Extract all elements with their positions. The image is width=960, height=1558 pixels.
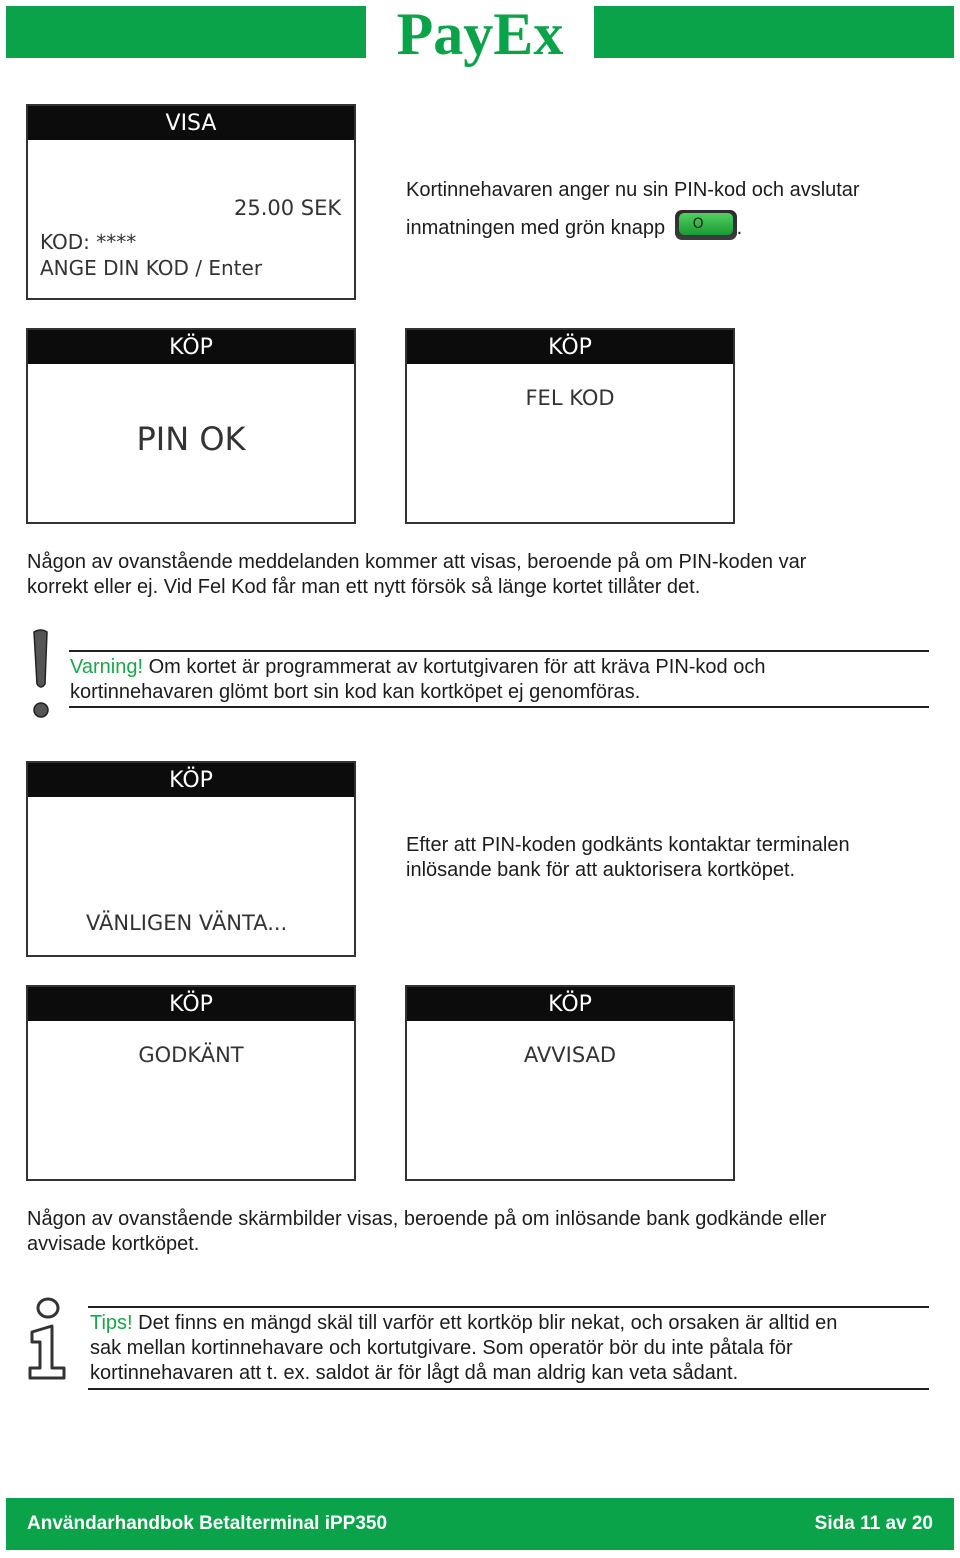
screen-message: FEL KOD bbox=[525, 386, 615, 410]
header-bar-left bbox=[6, 6, 366, 58]
screen-title: KÖP bbox=[407, 987, 733, 1021]
auth-paragraph bbox=[406, 833, 946, 883]
terminal-screen-waiting bbox=[26, 761, 356, 957]
tips-text bbox=[90, 1311, 935, 1386]
warning-line-1-text: Om kortet är programmerat av kortutgivaren för att kräva PIN-kod och bbox=[143, 656, 766, 678]
tips-line-3: kortinnehavaren att t. ex. saldot är för lågt då man aldrig kan veta sådant. bbox=[90, 1362, 739, 1384]
pin-result-line-2: korrekt eller ej. Vid Fel Kod får man ett nytt försök så länge kortet tillåter det. bbox=[27, 576, 701, 598]
screen-prompt: ANGE DIN KOD / Enter bbox=[40, 256, 263, 280]
auth-line-1: Efter att PIN-koden godkänts kontaktar terminalen bbox=[406, 834, 850, 856]
tips-line-2: sak mellan kortinnehavare och kortutgivare. Som operatör bör du inte påtala för bbox=[90, 1337, 793, 1359]
screen-message: VÄNLIGEN VÄNTA... bbox=[86, 911, 288, 935]
logo-text: PayEx bbox=[396, 1, 564, 67]
pin-instruction-end: . bbox=[736, 217, 743, 239]
pin-result-line-1: Någon av ovanstående meddelanden kommer att visas, beroende på om PIN-koden var bbox=[27, 551, 807, 573]
screen-message: GODKÄNT bbox=[138, 1043, 244, 1067]
screen-amount: 25.00 SEK bbox=[234, 196, 342, 220]
warning-label: Varning! bbox=[70, 656, 144, 678]
screen-kod-line: KOD: **** bbox=[40, 230, 137, 254]
pin-instruction-line-2-text: inmatningen med grön knapp bbox=[406, 217, 666, 239]
screen-title: VISA bbox=[28, 106, 354, 140]
tips-bottom-rule bbox=[88, 1388, 929, 1390]
screen-title: KÖP bbox=[28, 763, 354, 797]
tips-label: Tips! bbox=[90, 1312, 133, 1334]
bank-result-paragraph bbox=[27, 1207, 947, 1257]
footer-page-number: Sida 11 av 20 bbox=[814, 1513, 933, 1534]
auth-line-2: inlösande bank för att auktorisera kortköpet. bbox=[406, 859, 796, 881]
warning-line-1 bbox=[70, 655, 930, 680]
pin-instruction bbox=[406, 171, 946, 247]
warning-top-rule bbox=[69, 650, 929, 652]
tips-line-1 bbox=[90, 1311, 935, 1336]
footer-bar bbox=[6, 1498, 954, 1550]
green-key-label: O bbox=[679, 213, 733, 235]
warning-line-2: kortinnehavaren glömt bort sin kod kan kortköpet ej genomföras. bbox=[70, 681, 641, 703]
header-bar-right bbox=[594, 6, 954, 58]
warning-bottom-rule bbox=[69, 706, 929, 708]
pin-result-paragraph bbox=[27, 550, 947, 600]
bank-result-line-2: avvisade kortköpet. bbox=[27, 1233, 200, 1255]
screen-title: KÖP bbox=[407, 330, 733, 364]
terminal-screen-approved bbox=[26, 985, 356, 1181]
tips-line-1-text: Det finns en mängd skäl till varför ett kortköp blir nekat, och orsaken är alltid en bbox=[132, 1312, 838, 1334]
pin-instruction-line-2 bbox=[406, 209, 946, 247]
footer-title: Användarhandbok Betalterminal iPP350 bbox=[27, 1513, 388, 1534]
terminal-screen-declined bbox=[405, 985, 735, 1181]
bank-result-line-1: Någon av ovanstående skärmbilder visas, beroende på om inlösande bank godkände eller bbox=[27, 1208, 827, 1230]
info-icon bbox=[24, 1296, 72, 1384]
warning-exclamation-icon bbox=[28, 628, 54, 724]
screen-message: AVVISAD bbox=[523, 1043, 617, 1067]
payex-logo bbox=[372, 0, 588, 80]
terminal-screen-pin-entry bbox=[26, 104, 356, 300]
screen-title: KÖP bbox=[28, 987, 354, 1021]
pin-instruction-line-1: Kortinnehavaren anger nu sin PIN-kod och avslutar bbox=[406, 179, 860, 201]
terminal-screen-pin-ok bbox=[26, 328, 356, 524]
screen-message: PIN OK bbox=[136, 420, 246, 458]
terminal-screen-fel-kod bbox=[405, 328, 735, 524]
screen-title: KÖP bbox=[28, 330, 354, 364]
tips-top-rule bbox=[88, 1306, 929, 1308]
green-key-icon bbox=[675, 210, 737, 240]
warning-text bbox=[70, 655, 930, 705]
